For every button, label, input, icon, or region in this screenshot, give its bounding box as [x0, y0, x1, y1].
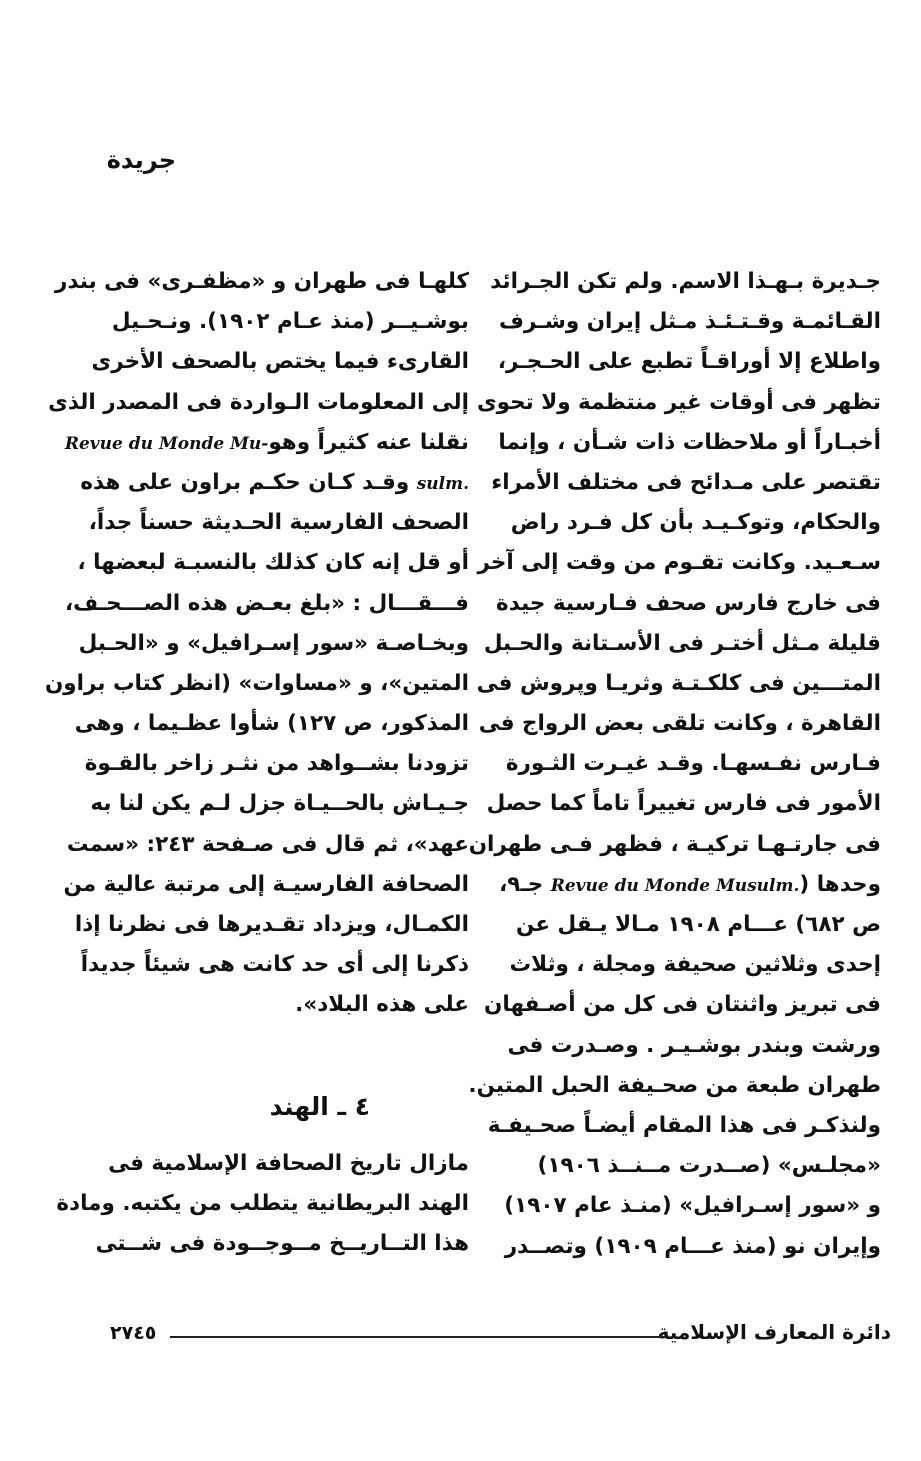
text-line: ولنذكـر فى هذا المقام أيضـاً صحـيفـة — [487, 1112, 881, 1138]
citation-suffix: جـ٩، — [499, 871, 551, 897]
section-body — [56, 1144, 469, 1265]
page-number: ٢٧٤٥ — [110, 1322, 157, 1344]
text-line: وإيران نو (منذ عـــام ١٩٠٩) وتصــدر — [504, 1233, 881, 1259]
text-line: فى خارج فارس صحف فـارسية جيدة — [496, 590, 881, 616]
running-head: جريدة — [106, 146, 176, 174]
latin-citation: sulm. — [416, 473, 469, 494]
text-line: «مجلـس» (صــدرت مــنــذ ١٩٠٦) — [537, 1153, 881, 1179]
text-line: أو قل إنه كان كذلك بالنسبـة لبعضها ، — [77, 550, 469, 576]
text-line: على هذه البلاد». — [295, 992, 469, 1018]
text-line: أخبـاراً أو ملاحظات ذات شـأن ، وإنما — [498, 429, 881, 455]
text-line: مازال تاريخ الصحافة الإسلامية فى — [108, 1151, 469, 1176]
text-line: طهران طبعة من صحـيفة الحبل المتين. — [468, 1072, 881, 1098]
text-line: قليلة مـثل أختـر فى الأسـتانة والحـبل — [483, 630, 881, 656]
text-line: الكمـال، ويزداد تقـديرها فى نظرنا إذا — [74, 912, 469, 937]
text-line: المتين»، و «مساوات» (انظر كتاب براون — [44, 670, 469, 696]
text-line: إحدى وثلاثين صحيفة ومجلة ، وثلاث — [509, 952, 881, 978]
citation-suffix: وقـد كـان حكـم براون على هذه — [80, 469, 417, 495]
text-line: هذا التــاريــخ مــوجــودة فى شــتى — [95, 1231, 469, 1257]
text-line: الصحافة الفارسيـة إلى مرتبة عالية من — [63, 871, 469, 897]
latin-citation: Revue du Monde Musulm. — [550, 875, 800, 896]
citation-line — [499, 865, 881, 905]
section-heading: ٤ ـ الهند — [269, 1092, 370, 1121]
text-line: فى تبريز واثنتان فى كل من أصـفهان — [484, 992, 881, 1018]
text-line: المذكور، ص ١٢٧) شأوا عظـيما ، وهى — [74, 711, 469, 737]
text-line: عهد»، ثم قال فى صـفحة ٢٤٣: «سمت — [66, 831, 469, 857]
left-column — [44, 262, 469, 1026]
text-line: الصحف الفارسية الحـديثة حسناً جداً، — [88, 510, 469, 536]
text-line: الهند البريطانية يتطلب من يكتبه. ومادة — [56, 1191, 469, 1217]
text-line: بوشـيــر (منذ عـام ١٩٠٢). ونـحـيل — [111, 309, 469, 335]
text-line: فـارس نفـسهـا. وقـد غيـرت الثـورة — [505, 751, 881, 777]
text-line: واطلاع إلا أوراقـاً تطبع على الحـجـر، — [497, 349, 881, 375]
citation-line — [64, 423, 469, 463]
citation-prefix: نقلنا عنه كثيراً وهو — [268, 429, 469, 455]
text-line: القارىء فيما يختص بالصحف الأخرى — [91, 349, 469, 375]
text-line: تظهر فى أوقات غير منتظمة ولا تحوى — [476, 389, 881, 415]
text-line: الأمور فى فارس تغييراً تاماً كما حصل — [486, 791, 881, 817]
latin-citation: Revue du Monde Mu- — [64, 433, 269, 454]
text-line: القـائمـة وقـتـئـذ مـثل إيران وشـرف — [499, 309, 881, 335]
footer-title: دائرة المعارف الإسلامية — [657, 1320, 891, 1344]
text-line: القاهرة ، وكانت تلقى بعض الرواج فى — [478, 711, 881, 737]
text-line: فـــقـــال : «بلغ بعـض هذه الصـــحـف، — [64, 590, 469, 616]
citation-prefix: وحدها ( — [799, 871, 881, 897]
text-line: وبخـاصـة «سور إسـرافيل» و «الحـبل — [78, 630, 469, 656]
text-line: تزودنا بشــواهد من نثـر زاخر بالقـوة — [84, 751, 469, 777]
text-line: جـيـاش بالحــيـاة جزل لـم يكن لنا به — [90, 791, 469, 817]
text-line: كلهـا فى طهران و «مظفـرى» فى بندر — [55, 269, 469, 294]
text-line: إلى المعلومات الـواردة فى المصدر الذى — [48, 389, 469, 415]
text-line: جـديرة بـهـذا الاسم. ولم تكن الجـرائد — [490, 269, 881, 294]
text-line: ذكرنا إلى أى حد كانت هى شيئاً جديداً — [80, 952, 469, 978]
text-line: والحكام، وتوكـيـد بأن كل فـرد راض — [510, 510, 881, 536]
text-line: المتـــين فى كلكـتـة وثريـا وپروش فى — [476, 670, 881, 696]
page-footer — [0, 1320, 921, 1360]
footer-rule — [170, 1336, 666, 1338]
citation-line — [80, 463, 469, 503]
text-line: و «سور إسـرافيل» (منـذ عام ١٩٠٧) — [504, 1193, 881, 1219]
text-line: سـعـيد. وكانت تقـوم من وقت إلى آخر — [477, 550, 881, 576]
text-line: فى جارتـهـا تركيـة ، فظهر فـى طهران — [468, 831, 881, 857]
text-line: ص ٦٨٢) عـــام ١٩٠٨ مـالا يـقل عن — [516, 912, 881, 937]
text-line: تقتصر على مـدائح فى مختلف الأمراء — [491, 469, 881, 495]
right-column — [468, 262, 881, 1267]
text-line: ورشت وبندر بوشـيـر . وصـدرت فى — [507, 1032, 881, 1058]
